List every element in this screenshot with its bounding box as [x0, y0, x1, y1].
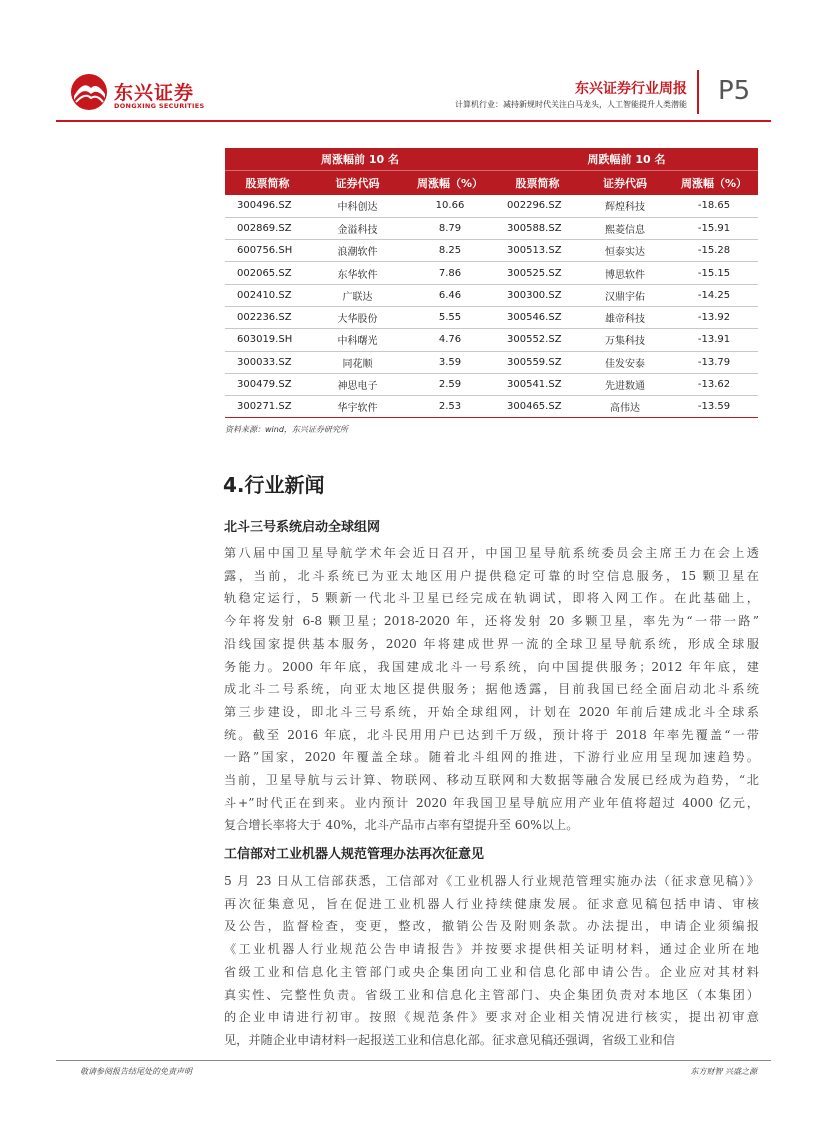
- table-cell: 002236.SZ: [225, 306, 310, 328]
- table-cell: 2.53: [405, 396, 495, 418]
- table-cell: 中科创达: [310, 195, 405, 217]
- page-header: [0, 0, 827, 130]
- paragraph-line: 今年将发射 6-8 颗卫星；2018-2020 年，还将发射 20 多颗卫星，率先为“一带一路”: [224, 614, 759, 629]
- table-cell: 高伟达: [580, 396, 670, 418]
- footer-disclaimer: 敬请参阅报告结尾处的免责声明: [80, 1067, 192, 1076]
- footer-slogan: 东方财智 兴盛之源: [690, 1067, 757, 1076]
- table-cell: 300559.SZ: [495, 351, 580, 373]
- paragraph-line: 真实性、完整性负责。省级工业和信息化主管部门、央企集团负责对本地区（本集团）: [224, 987, 759, 1002]
- table-cell: -13.79: [670, 351, 758, 373]
- table-row: [225, 284, 758, 306]
- table-row: [225, 329, 758, 351]
- table-body: [225, 195, 758, 418]
- table-source-note: 资料来源：wind，东兴证券研究所: [225, 425, 348, 434]
- table-cell: 300525.SZ: [495, 262, 580, 284]
- table-row: [225, 351, 758, 373]
- table-cell: 金溢科技: [310, 217, 405, 239]
- table-cell: 雄帝科技: [580, 306, 670, 328]
- paragraph-line: 当前，卫星导航与云计算、物联网、移动互联网和大数据等融合发展已经成为趋势，“北: [224, 773, 759, 788]
- paragraph-line: 及公告，监督检查，变更，整改，撤销公告及附则条款。办法提出，申请企业须编报: [224, 919, 759, 934]
- table-cell: -15.15: [670, 262, 758, 284]
- table-cell: -13.62: [670, 373, 758, 395]
- table-cell: 汉鼎宇佑: [580, 284, 670, 306]
- table-cell: 辉煌科技: [580, 195, 670, 217]
- table-cell: 东华软件: [310, 262, 405, 284]
- column-header: 周涨幅（%）: [670, 170, 758, 195]
- column-header: 证券代码: [310, 170, 405, 195]
- table-cell: 300513.SZ: [495, 240, 580, 262]
- paragraph-line: 统。截至 2016 年底，北斗民用用户已达到千万级，预计将于 2018 年率先覆盖“一带: [224, 727, 759, 742]
- paragraph-line: 见，并随企业申请材料一起报送工业和信息化部。征求意见稿还强调，省级工业和信: [224, 1032, 675, 1047]
- table-cell: 002410.SZ: [225, 284, 310, 306]
- column-header: 股票简称: [225, 170, 310, 195]
- column-header: 证券代码: [580, 170, 670, 195]
- table-cell: 300552.SZ: [495, 329, 580, 351]
- table-cell: 万集科技: [580, 329, 670, 351]
- paragraph-line: 第八届中国卫星导航学术年会近日召开，中国卫星导航系统委员会主席王力在会上透: [224, 546, 759, 560]
- table-cell: 300033.SZ: [225, 351, 310, 373]
- header-divider: [697, 70, 699, 114]
- table-cell: 300479.SZ: [225, 373, 310, 395]
- table-column-header-row: [225, 170, 758, 195]
- paragraph-line: 省级工业和信息化主管部门或央企集团向工业和信息化部申请公告。企业应对其材料: [224, 964, 759, 979]
- table-cell: 8.79: [405, 217, 495, 239]
- table-cell: 大华股份: [310, 306, 405, 328]
- paragraph-line: 的企业申请进行初审。按照《规范条件》要求对企业相关情况进行核实，提出初审意: [224, 1010, 759, 1025]
- stock-ranking-table: [225, 148, 758, 418]
- table-cell: 神思电子: [310, 373, 405, 395]
- paragraph-line: 5 月 23 日从工信部获悉，工信部对《工业机器人行业规范管理实施办法（征求意见稿）》: [224, 874, 759, 888]
- table-cell: -13.92: [670, 306, 758, 328]
- table-cell: 熙菱信息: [580, 217, 670, 239]
- table-cell: 4.76: [405, 329, 495, 351]
- paragraph-line: 务能力。2000 年年底，我国建成北斗一号系统，向中国提供服务；2012 年年底，建: [224, 659, 759, 674]
- table-cell: 600756.SH: [225, 240, 310, 262]
- table-cell: 300496.SZ: [225, 195, 310, 217]
- paragraph-line: 再次征集意见，旨在促进工业机器人行业持续健康发展。征求意见稿包括申请、审核: [224, 896, 759, 911]
- brand-logo: [69, 72, 205, 112]
- table-cell: 佳发安泰: [580, 351, 670, 373]
- paragraph-line: 露，当前，北斗系统已为亚太地区用户提供稳定可靠的时空信息服务，15 颗卫星在: [224, 568, 759, 583]
- news-title: 北斗三号系统启动全球组网: [224, 520, 381, 535]
- table-cell: -13.59: [670, 396, 758, 418]
- table-row: [225, 195, 758, 217]
- table-cell: 广联达: [310, 284, 405, 306]
- table-cell: 300300.SZ: [495, 284, 580, 306]
- header-rule: [56, 120, 771, 122]
- table-cell: -15.28: [670, 240, 758, 262]
- group-header-losers: 周跌幅前 10 名: [495, 148, 758, 170]
- report-subtitle: 计算机行业：减持新规时代关注白马龙头，人工智能提升人类潜能: [455, 100, 687, 109]
- table-cell: -18.65: [670, 195, 758, 217]
- news-paragraph: [224, 542, 759, 837]
- footer-rule: [56, 1060, 771, 1061]
- table-cell: 3.59: [405, 351, 495, 373]
- table-cell: 中科曙光: [310, 329, 405, 351]
- paragraph-line: 复合增长率将大于 40%，北斗产品市占率有望提升至 60%以上。: [224, 818, 579, 833]
- report-title: 东兴证券行业周报: [575, 81, 687, 97]
- table-cell: 002296.SZ: [495, 195, 580, 217]
- table-cell: 8.25: [405, 240, 495, 262]
- table-cell: 002065.SZ: [225, 262, 310, 284]
- table-cell: 浪潮软件: [310, 240, 405, 262]
- page-number: P5: [718, 76, 751, 106]
- logo-mark-icon: [69, 72, 109, 112]
- brand-name-en: DONGXING SECURITIES: [114, 102, 205, 110]
- table-cell: 6.46: [405, 284, 495, 306]
- table-cell: 博思软件: [580, 262, 670, 284]
- table-cell: 300541.SZ: [495, 373, 580, 395]
- table-cell: 先进数通: [580, 373, 670, 395]
- brand-name-cn: 东兴证券: [114, 82, 195, 104]
- table-row: [225, 262, 758, 284]
- table-cell: 300588.SZ: [495, 217, 580, 239]
- table-group-header-row: [225, 148, 758, 170]
- table-cell: 603019.SH: [225, 329, 310, 351]
- table-row: [225, 373, 758, 395]
- table-cell: 10.66: [405, 195, 495, 217]
- table-cell: 300271.SZ: [225, 396, 310, 418]
- paragraph-line: 轨稳定运行，5 颗新一代北斗卫星已经完成在轨调试，即将入网工作。在此基础上，: [224, 591, 759, 606]
- news-paragraph: [224, 870, 759, 1052]
- paragraph-line: 《工业机器人行业规范公告申请报告》并按要求提供相关证明材料，通过企业所在地: [224, 942, 759, 957]
- paragraph-line: 一路”国家，2020 年覆盖全球。随着北斗组网的推进，下游行业应用呈现加速趋势。: [224, 750, 759, 765]
- section-title: 4.行业新闻: [223, 473, 325, 497]
- paragraph-line: 成北斗二号系统，向亚太地区提供服务；据他透露，目前我国已经全面启动北斗系统: [224, 682, 759, 697]
- table-cell: 300465.SZ: [495, 396, 580, 418]
- paragraph-line: 沿线国家提供基本服务，2020 年将建成世界一流的全球卫星导航系统，形成全球服: [224, 636, 759, 651]
- table-cell: -13.91: [670, 329, 758, 351]
- table-cell: 华宇软件: [310, 396, 405, 418]
- paragraph-line: 斗+”时代正在到来。业内预计 2020 年我国卫星导航应用产业年值将超过 4000 亿元，: [224, 795, 759, 810]
- table-cell: -14.25: [670, 284, 758, 306]
- table-cell: 002869.SZ: [225, 217, 310, 239]
- column-header: 周涨幅（%）: [405, 170, 495, 195]
- paragraph-line: 第三步建设，即北斗三号系统，开始全球组网，计划在 2020 年前后建成北斗全球系: [224, 704, 759, 719]
- table-row: [225, 396, 758, 418]
- table-row: [225, 240, 758, 262]
- table-cell: 5.55: [405, 306, 495, 328]
- table-cell: 2.59: [405, 373, 495, 395]
- table-row: [225, 217, 758, 239]
- news-title: 工信部对工业机器人规范管理办法再次征意见: [224, 847, 485, 862]
- group-header-gainers: 周涨幅前 10 名: [225, 148, 495, 170]
- table-cell: 恒泰实达: [580, 240, 670, 262]
- column-header: 股票简称: [495, 170, 580, 195]
- table-cell: 7.86: [405, 262, 495, 284]
- table-cell: -15.91: [670, 217, 758, 239]
- table-cell: 同花顺: [310, 351, 405, 373]
- table-cell: 300546.SZ: [495, 306, 580, 328]
- table-row: [225, 306, 758, 328]
